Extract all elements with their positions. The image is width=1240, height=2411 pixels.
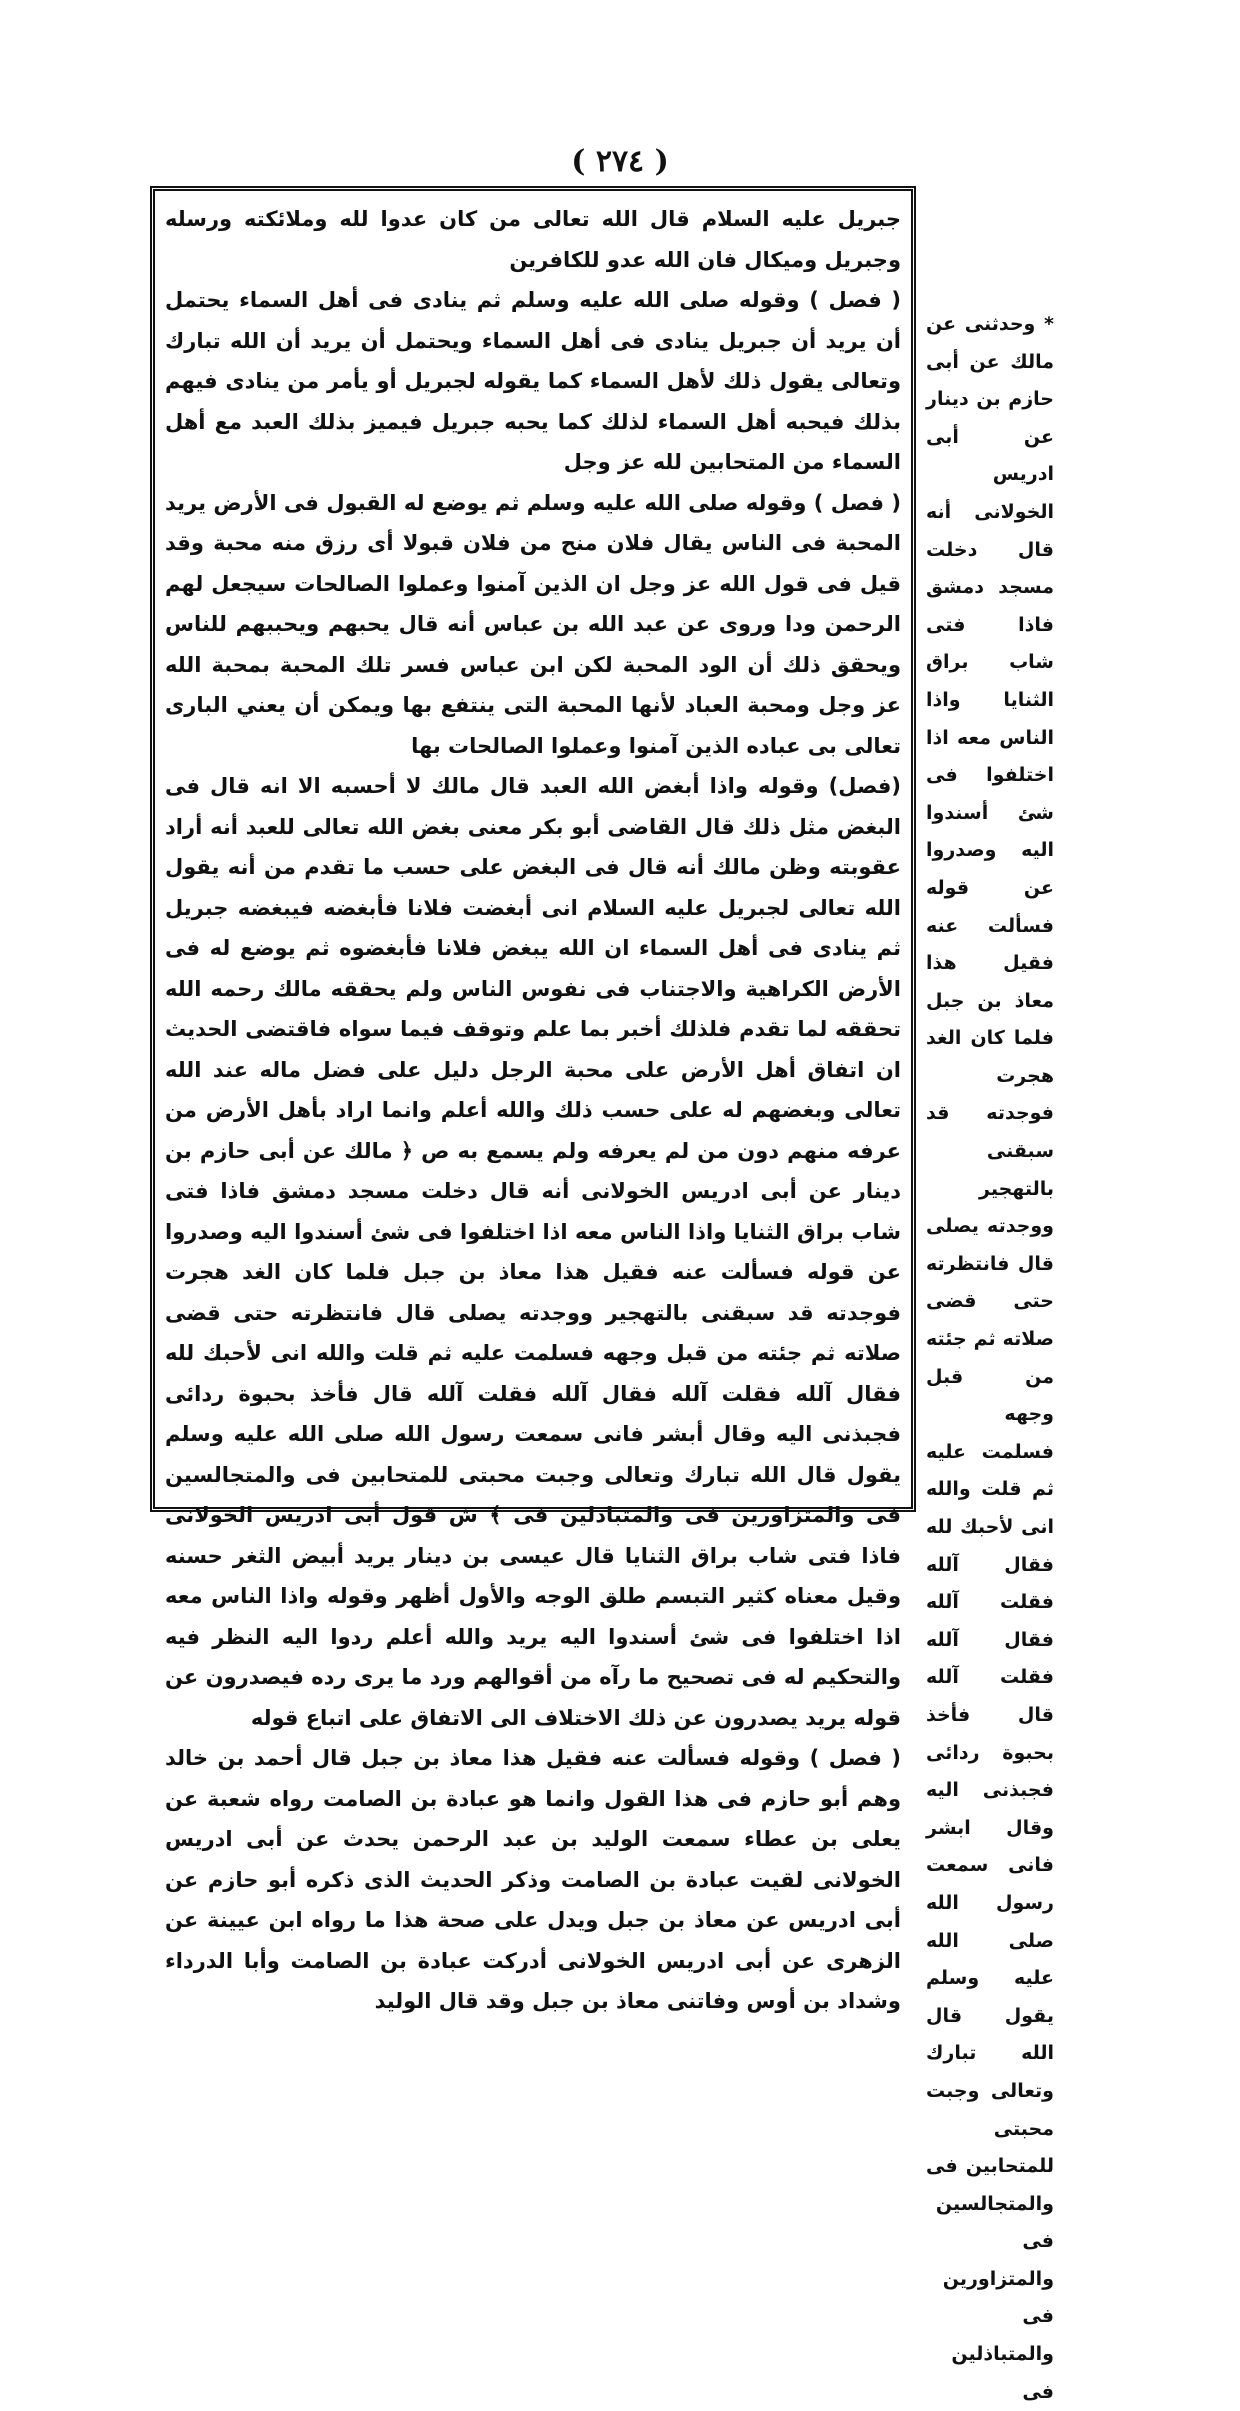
- commentary-text: (فصل) وقوله واذا أبغض الله العبد قال مالك لا أحسبه الا انه قال فى البغض مثل ذلك قال القاضى أبو بكر معنى بغض الله تعالى للعبد أنه أراد عقوبته وظن مالك أنه قال فى البغض على حسب ما تقدم من أنه يقول الله تعالى لجبريل عليه السلام انى أبغضت فلانا فأبغضه فيبغضه جبريل ثم ينادى فى أهل السماء ان الله يبغض فلانا فأبغضوه ثم يوضع له فى الأرض الكراهية والاجتناب فى نفوس الناس ولم يحققه مالك رحمه الله تحققه لما تقدم فلذلك أخبر بما علم وتوقف فيما سواه فاقتضى الحديث ان اتفاق أهل الأرض على محبة الرجل دليل على فضل ماله عند الله تعالى وبغضهم له على حسب ذلك والله أعلم وانما اراد بأهل الأرض من عرفه منهم دون من لم يعرفه ولم يسمع به ص: [165, 774, 902, 1163]
- hadith-quote-text: مالك عن أبى حازم بن دينار عن أبى ادريس الخولانى أنه قال دخلت مسجد دمشق فاذا فتى شاب براق الثنايا واذا الناس معه اذا اختلفوا فى شئ أسندوا اليه وصدروا عن قوله فسألت عنه فقيل هذا معاذ بن جبل فلما كان الغد هجرت فوجدته قد سبقنى بالتهجير ووجدته يصلى قال فانتظرته حتى قضى صلاته ثم جئته من قبل وجهه فسلمت عليه ثم قلت والله انى لأحبك لله فقال آلله فقلت آلله فقال آلله فقلت آلله قال فأخذ بحبوة ردائى فجبذنى اليه وقال أبشر فانى سمعت رسول الله صلى الله عليه وسلم يقول قال الله تبارك وتعالى وجبت محبتى للمتحابين فى والمتجالسين فى والمتزاورين فى والمتباذلين فى: [165, 1138, 902, 1527]
- commentary-paragraph: ( فصل ) وقوله صلى الله عليه وسلم ثم ينادى فى أهل السماء يحتمل أن يريد أن جبريل ينادى فى أهل السماء ويحتمل أن يريد أن الله تبارك وتعالى يقول ذلك لأهل السماء كما يقوله لجبريل أو يأمر من ينادى فيهم بذلك فيحبه أهل السماء لذلك كما يحبه جبريل فيميز بذلك العبد مع أهل السماء من المتحابين لله عز وجل: [165, 288, 901, 474]
- main-text-frame: [150, 186, 916, 2013]
- main-text-column: [165, 199, 902, 2013]
- margin-hadith-column: [926, 306, 1054, 2403]
- commentary-paragraph: ( فصل ) وقوله فسألت عنه فقيل هذا معاذ بن جبل قال أحمد بن خالد وهم أبو حازم فى هذا القول وانما هو عبادة بن الصامت رواه شعبة عن يعلى بن عطاء سمعت الوليد بن عبد الرحمن يحدث عن أبى ادريس الخولانى لقيت عبادة بن الصامت وذكر الحديث الذى ذكره أبو حازم عن أبى ادريس عن معاذ بن جبل ويدل على صحة هذا ما رواه ابن عيينة عن الزهرى عن أبى ادريس الخولانى أدركت عبادة بن الصامت وأبا الدرداء وشداد بن أوس وفاتنى معاذ بن جبل وقد قال الوليد: [165, 1746, 901, 2013]
- hadith-star-marker: *: [1044, 313, 1054, 335]
- commentary-paragraph: [165, 766, 901, 1738]
- quote-open-marker: ﴿: [400, 1138, 413, 1163]
- commentary-paragraph: ( فصل ) وقوله صلى الله عليه وسلم ثم يوضع له القبول فى الأرض يريد المحبة فى الناس يقال فلان منح من فلان قبولا أى رزق منه محبة وقد قيل فى قول الله عز وجل ان الذين آمنوا وعملوا الصالحات سيجعل لهم الرحمن ودا وروى عن عبد الله بن عباس أنه قال يحبهم ويحببهم للناس ويحقق ذلك أن الود المحبة لكن ابن عباس فسر تلك المحبة بمحبة الله عز وجل ومحبة العباد لأنها المحبة التى ينتفع بها ويمكن أن يعني البارى تعالى بى عباده الذين آمنوا وعملوا الصالحات بها: [165, 490, 901, 758]
- page-number: ( ٢٧٤ ): [571, 144, 669, 179]
- quote-close-marker: ﴾: [489, 1503, 502, 1527]
- margin-hadith-text: وحدثنى عن مالك عن أبى حازم بن دينار عن أبى ادريس الخولانى أنه قال دخلت مسجد دمشق فاذا فتى شاب براق الثنايا واذا الناس معه اذا اختلفوا فى شئ أسندوا اليه وصدروا عن قوله فسألت عنه فقيل هذا معاذ بن جبل فلما كان الغد هجرت فوجدته قد سبقنى بالتهجير ووجدته يصلى قال فانتظرته حتى قضى صلاته ثم جئته من قبل وجهه فسلمت عليه ثم قلت والله انى لأحبك لله فقال آلله فقلت آلله فقال آلله فقلت آلله قال فأخذ بحبوة ردائى فجبذنى اليه وقال ابشر فانى سمعت رسول الله صلى الله عليه وسلم يقول قال الله تبارك وتعالى وجبت محبتى للمتحابين فى والمتجالسين فى والمتزاورين فى والمتباذلين فى: [926, 313, 1054, 2403]
- commentary-text: ش قول أبى ادريس الخولانى فاذا فتى شاب براق الثنايا قال عيسى بن دينار يريد أبيض الثغر حسنه وقيل معناه كثير التبسم طلق الوجه والأول أظهر وقوله واذا الناس معه اذا اختلفوا فى شئ أسندوا اليه يريد والله أعلم ردوا اليه النظر فيه والتحكيم له فى تصحيح ما رآه من أقوالهم ورد ما يرى رده فيصدرون عن قوله يريد يصدرون عن ذلك الاختلاف الى الاتفاق على اتباع قوله: [165, 1503, 901, 1730]
- commentary-paragraph: جبريل عليه السلام قال الله تعالى من كان عدوا لله وملائكته ورسله وجبريل وميكال فان الله عدو للكافرين: [165, 207, 901, 272]
